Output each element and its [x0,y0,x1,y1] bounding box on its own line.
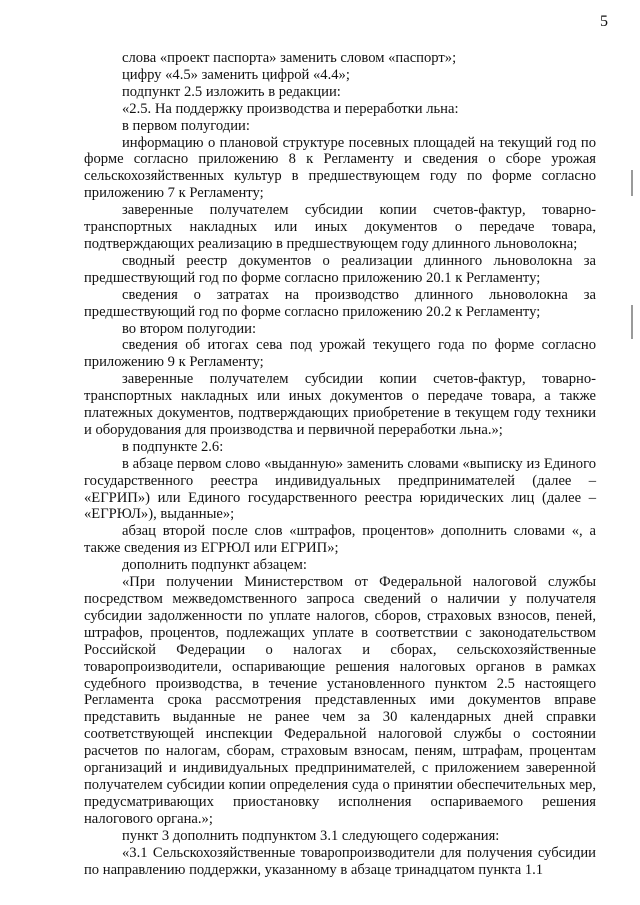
paragraph: во втором полугодии: [122,320,257,337]
document-body [84,50,596,878]
paragraph: информацию о плановой структуре посевных площадей на текущий год по форме согласно приложению 8 к Регламенту и сведения о сборе урожая сельскохозяйственных культур в предшествующем году по форме согласно приложению 7 к Регламенту; [84,134,596,202]
paragraph: в подпункте 2.6: [122,438,224,455]
scan-edge-mark [631,305,633,339]
paragraph: сводный реестр документов о реализации длинного льноволокна за предшествующий год по форме согласно приложению 20.1 к Регламенту; [84,252,596,286]
paragraph: абзац второй после слов «штрафов, процентов» дополнить словами «, а также сведения из ЕГРЮЛ или ЕГРИП»; [84,523,596,557]
paragraph: «2.5. На поддержку производства и переработки льна: [122,100,459,117]
paragraph: пункт 3 дополнить подпунктом 3.1 следующего содержания: [122,827,500,844]
paragraph: заверенные получателем субсидии копии счетов-фактур, товарно-транспортных накладных или иных документов о передаче товара, а также платежных документов, подтверждающих приобретение в текущем году техники и оборудования для производства и первичной переработки льна.»; [84,371,596,438]
paragraph: в первом полугодии: [122,117,250,134]
paragraph: в абзаце первом слово «выданную» заменить словами «выписку из Единого государственного реестра индивидуальных предпринимателей (далее – «ЕГРИП») или Единого государственного реестра юридических лиц (далее – «ЕГРЮЛ»), выданные»; [84,455,596,523]
scan-edge-mark [631,170,633,196]
paragraph: сведения о затратах на производство длинного льноволокна за предшествующий год по форме согласно приложению 20.2 к Регламенту; [84,286,596,320]
paragraph: «При получении Министерством от Федеральной налоговой службы посредством межведомственного запроса сведений о наличии у получателя субсидии задолженности по уплате налогов, сборов, страховых взносов, пеней, штрафов, процентов, подлежащих уплате в соответствии с законодательством Российской Федерации о налогах и сборах, сельскохозяйственные товаропроизводители, оспаривающие решения налоговых органов в рамках судебного производства, в течение установленного пунктом 2.5 настоящего Регламента срока рассмотрения представленных ими документов вправе представить выданные не ранее чем за 30 календарных дней справки соответствующей инспекции Федеральной налоговой службы о состоянии расчетов по налогам, сборам, страховым взносам, пеням, штрафам, процентам организаций и индивидуальных предпринимателей, с приложением заверенной получателем субсидии копии определения суда о принятии обеспечительных мер, предусматривающих приостановку исполнения оспариваемого решения налогового органа.»; [84,574,596,827]
paragraph: слова «проект паспорта» заменить словом «паспорт»; [122,50,457,66]
paragraph: цифру «4.5» заменить цифрой «4.4»; [122,66,350,83]
paragraph: подпункт 2.5 изложить в редакции: [122,83,341,100]
page-number: 5 [600,13,608,30]
paragraph: «3.1 Сельскохозяйственные товаропроизводители для получения субсидии по направлению поддержки, указанному в абзаце тринадцатом пункта 1.1 [84,844,596,878]
paragraph: дополнить подпункт абзацем: [122,557,307,574]
paragraph: заверенные получателем субсидии копии счетов-фактур, товарно-транспортных накладных или иных документов о передаче товара, подтверждающих реализацию в предшествующем году длинного льноволокна; [84,202,596,252]
paragraph: сведения об итогах сева под урожай текущего года по форме согласно приложению 9 к Регламенту; [84,337,596,371]
